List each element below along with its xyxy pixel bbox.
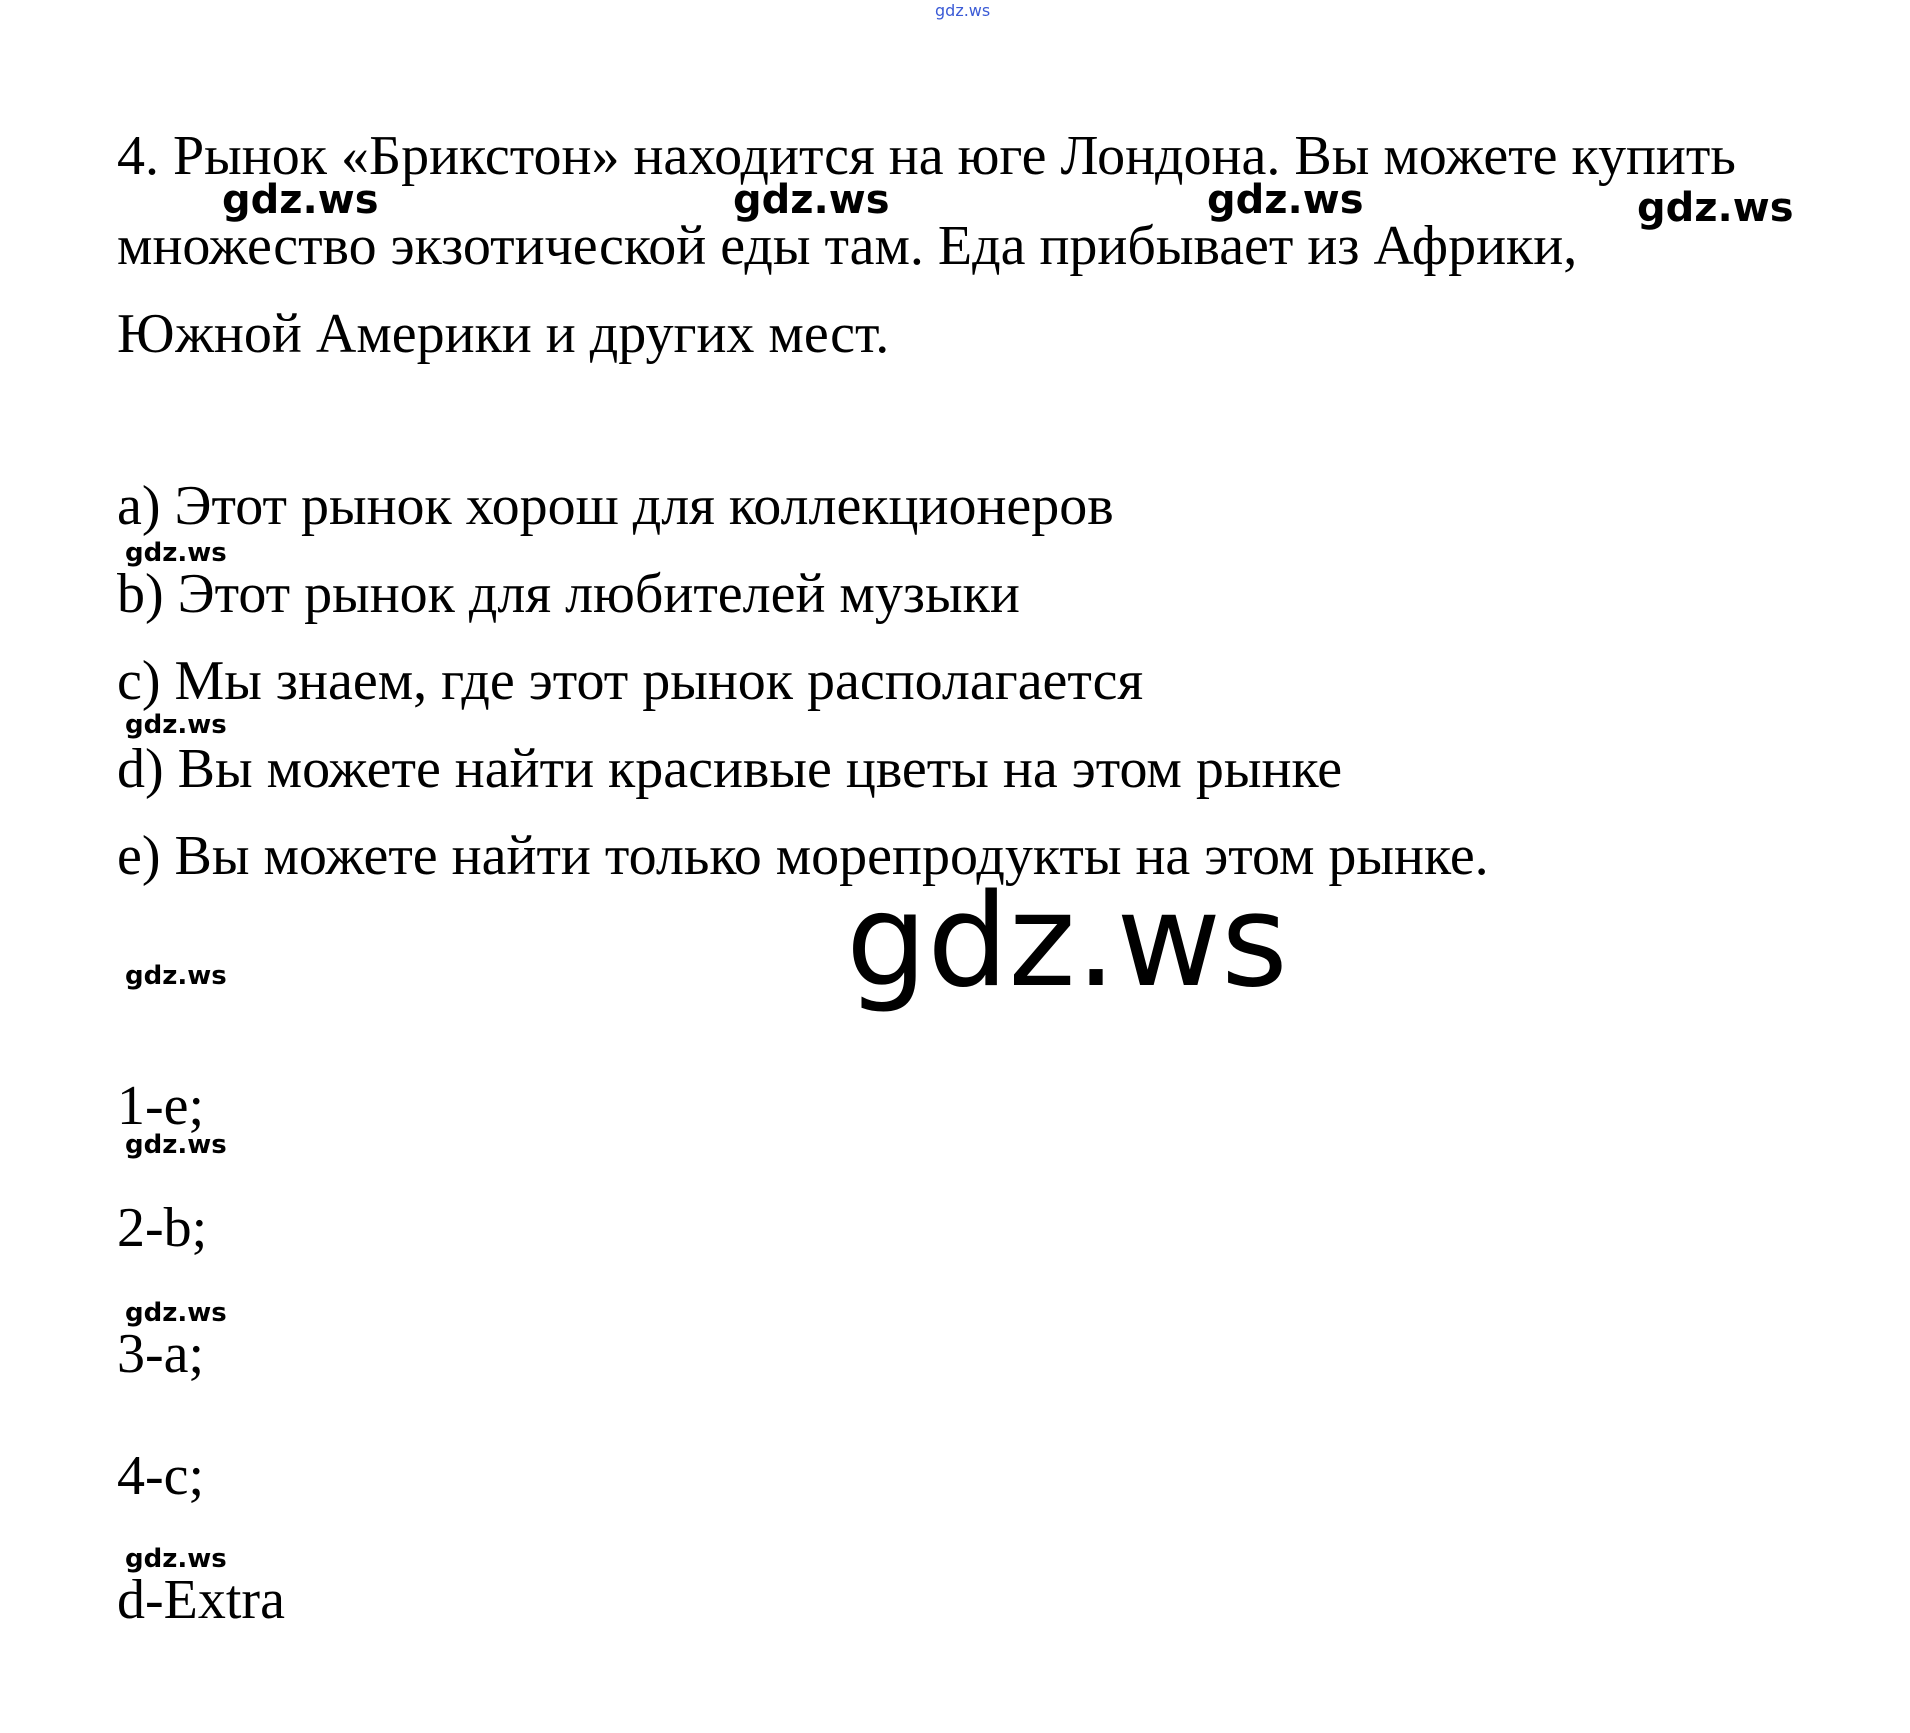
option-d: d) Вы можете найти красивые цветы на этом рынке [117,738,1343,800]
watermark-top: gdz.ws [935,1,991,20]
watermark-9: gdz.ws [125,1298,227,1328]
answer-1: 1-e; [117,1075,205,1137]
watermark-7: gdz.ws [125,961,227,991]
option-a: a) Этот рынок хорош для коллекционеров [117,475,1114,537]
answer-2: 2-b; [117,1197,208,1259]
task-text-line-1: 4. Рынок «Брикстон» находится на юге Лондона. Вы можете купить [117,125,1736,187]
watermark-8: gdz.ws [125,1130,227,1160]
watermark-5: gdz.ws [125,538,227,568]
watermark-6: gdz.ws [125,710,227,740]
task-text-line-2: множество экзотической еды там. Еда прибывает из Африки, [117,215,1578,277]
task-text-line-3: Южной Америки и других мест. [117,303,890,365]
answer-4: 4-c; [117,1445,205,1507]
watermark-large: gdz.ws [846,867,1288,1016]
option-c: c) Мы знаем, где этот рынок располагается [117,650,1144,712]
watermark-1: gdz.ws [222,177,379,223]
answer-3: 3-a; [117,1323,205,1385]
answer-extra: d-Extra [117,1569,285,1631]
option-e: e) Вы можете найти только морепродукты на этом рынке. [117,825,1489,887]
watermark-2: gdz.ws [733,177,890,223]
watermark-4: gdz.ws [1637,185,1794,231]
watermark-3: gdz.ws [1207,177,1364,223]
option-b: b) Этот рынок для любителей музыки [117,563,1020,625]
watermark-10: gdz.ws [125,1544,227,1574]
